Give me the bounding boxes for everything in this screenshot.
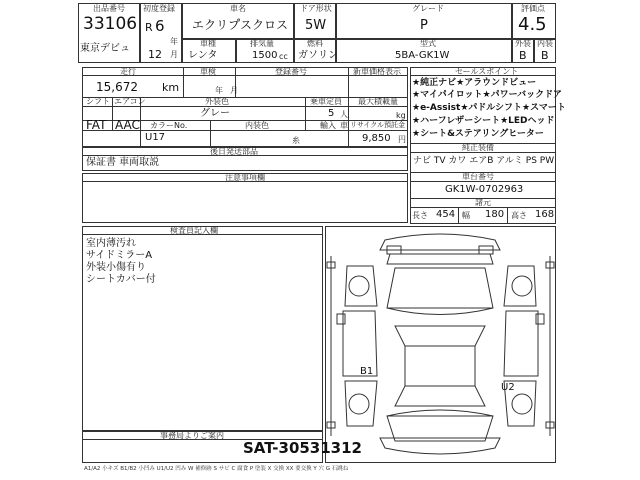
width: 180 [485,209,505,220]
color: グレー [200,108,230,119]
selling-point-5: ★シート&ステアリングヒーター [412,129,544,139]
selling-point-1: ★純正ナビ★アラウンドビュー [412,78,537,88]
class: レンタ [188,50,218,61]
inspect-gatsu: 月 [230,86,238,95]
int-score: B [541,49,549,62]
car-name: エクリプ゚スクロス [192,18,289,32]
chassis-label: 車台番号 [462,172,494,181]
ext-score: B [519,49,527,62]
grade: P [420,18,428,33]
capacity-label: 乗車定員 [310,97,342,106]
regno-label: 登録番号 [275,67,307,76]
load-unit: kg [396,111,406,120]
mileage: 15,672 [96,80,138,94]
class-label: 車種 [200,39,216,48]
legend-text: A1/A2 小キズ B1/B2 小凹み U1/U2 凹み W 補修跡 S サビ C 腐食 P 塗装 X 交換 XX 要交換 Y 穴 G 石跳ね [84,466,349,472]
disp-label: 排気量 [250,39,274,48]
sat-number: SAT-30531312 [243,439,362,457]
newprice-label: 新車価格表示 [353,67,401,76]
transmission-label: シフト [86,97,110,106]
damage-b1: B1 [360,366,374,377]
recycle: 9,850 [362,133,391,144]
ext-label: 外装 [515,39,531,48]
interior-label: 内装色 [245,121,269,130]
damage-u2: U2 [501,382,515,393]
fuel: ガソリン [298,50,338,61]
inspect-label: 車検 [200,67,216,76]
model: 5BA-GK1W [395,50,450,61]
load-label: 最大積載量 [358,97,398,106]
wid-label: 幅 [462,211,470,220]
colorno-label: カラーNo. [150,121,188,130]
mileage-label: 走行 [120,67,136,76]
row2-block [82,67,408,147]
inspector-line-4: シートカバー付 [86,274,156,285]
fuel-label: 燃料 [307,39,323,48]
inspector-label: 検査員記入欄 [170,226,218,235]
selling-point-3: ★e-Assist★パドルシフト★スマート [412,103,566,113]
equipment-text: ナビ TV カワ エアB アルミ PS PW [413,156,555,166]
reg-label: 初度登録 [143,4,175,13]
reg-month: 12 [148,48,162,61]
recycle-label: リサイクル預託金 [350,121,406,129]
displacement: 1500 [252,50,278,61]
hei-label: 高さ [511,211,527,220]
import-label: 輸入 [320,121,336,130]
colorno: U17 [145,132,166,143]
import-val: 車 [340,121,348,130]
ac-label: エアコン [114,97,146,106]
equipment-label: 純正装備 [462,143,494,152]
selling-point-2: ★マイパイロット★パワーバックドア [412,90,562,100]
score-label: 評価点 [521,4,545,13]
doors: 5W [305,18,327,33]
selling-point-4: ★ハーフレザーシート★LEDヘッド [412,116,555,126]
notes-label: 注意事項欄 [225,173,265,182]
capacity: 5 [328,108,335,119]
reg-gatsu: 月 [170,50,178,59]
len-label: 長さ [412,211,428,220]
car-diagram [325,226,556,463]
disp-unit: cc [279,52,288,61]
inspector-line-3: 外装小傷有り [86,262,146,273]
capacity-unit: 人 [340,110,348,119]
dims-label: 諸元 [475,198,491,207]
recycle-unit: 円 [398,135,406,144]
grade-label: グレード [412,4,444,13]
int-label: 内装 [537,39,553,48]
lot-number: 33106 [83,14,138,34]
carname-label: 車名 [230,4,246,13]
color-label: 外装色 [205,97,229,106]
reg-year: 6 [155,17,165,35]
lot-label: 出品番号 [93,4,125,13]
length: 454 [436,209,456,220]
inspect-nen: 年 [215,86,223,95]
parts-text: 保証書 車両取説 [86,157,160,168]
height: 168 [535,209,555,220]
inspector-line-2: サイドミラーA [86,250,153,261]
inspector-line-1: 室内薄汚れ [86,238,136,249]
doors-label: ドア形状 [300,4,332,13]
model-label: 型式 [420,39,436,48]
transmission: FAT [86,118,107,132]
mileage-unit: km [162,81,180,94]
per-label: 糸 [292,136,300,145]
ac: AAC [115,118,140,132]
selling-label: セールスポイント [455,67,519,76]
score: 4.5 [518,14,547,35]
reg-nen: 年 [170,37,178,46]
office-label: 事務局よりご案内 [160,431,224,440]
chassis-no: GK1W-0702963 [445,184,524,195]
parts-label: 後日発送部品 [210,147,258,156]
era: R [145,21,153,34]
venue: 東京デビュ [80,43,130,54]
